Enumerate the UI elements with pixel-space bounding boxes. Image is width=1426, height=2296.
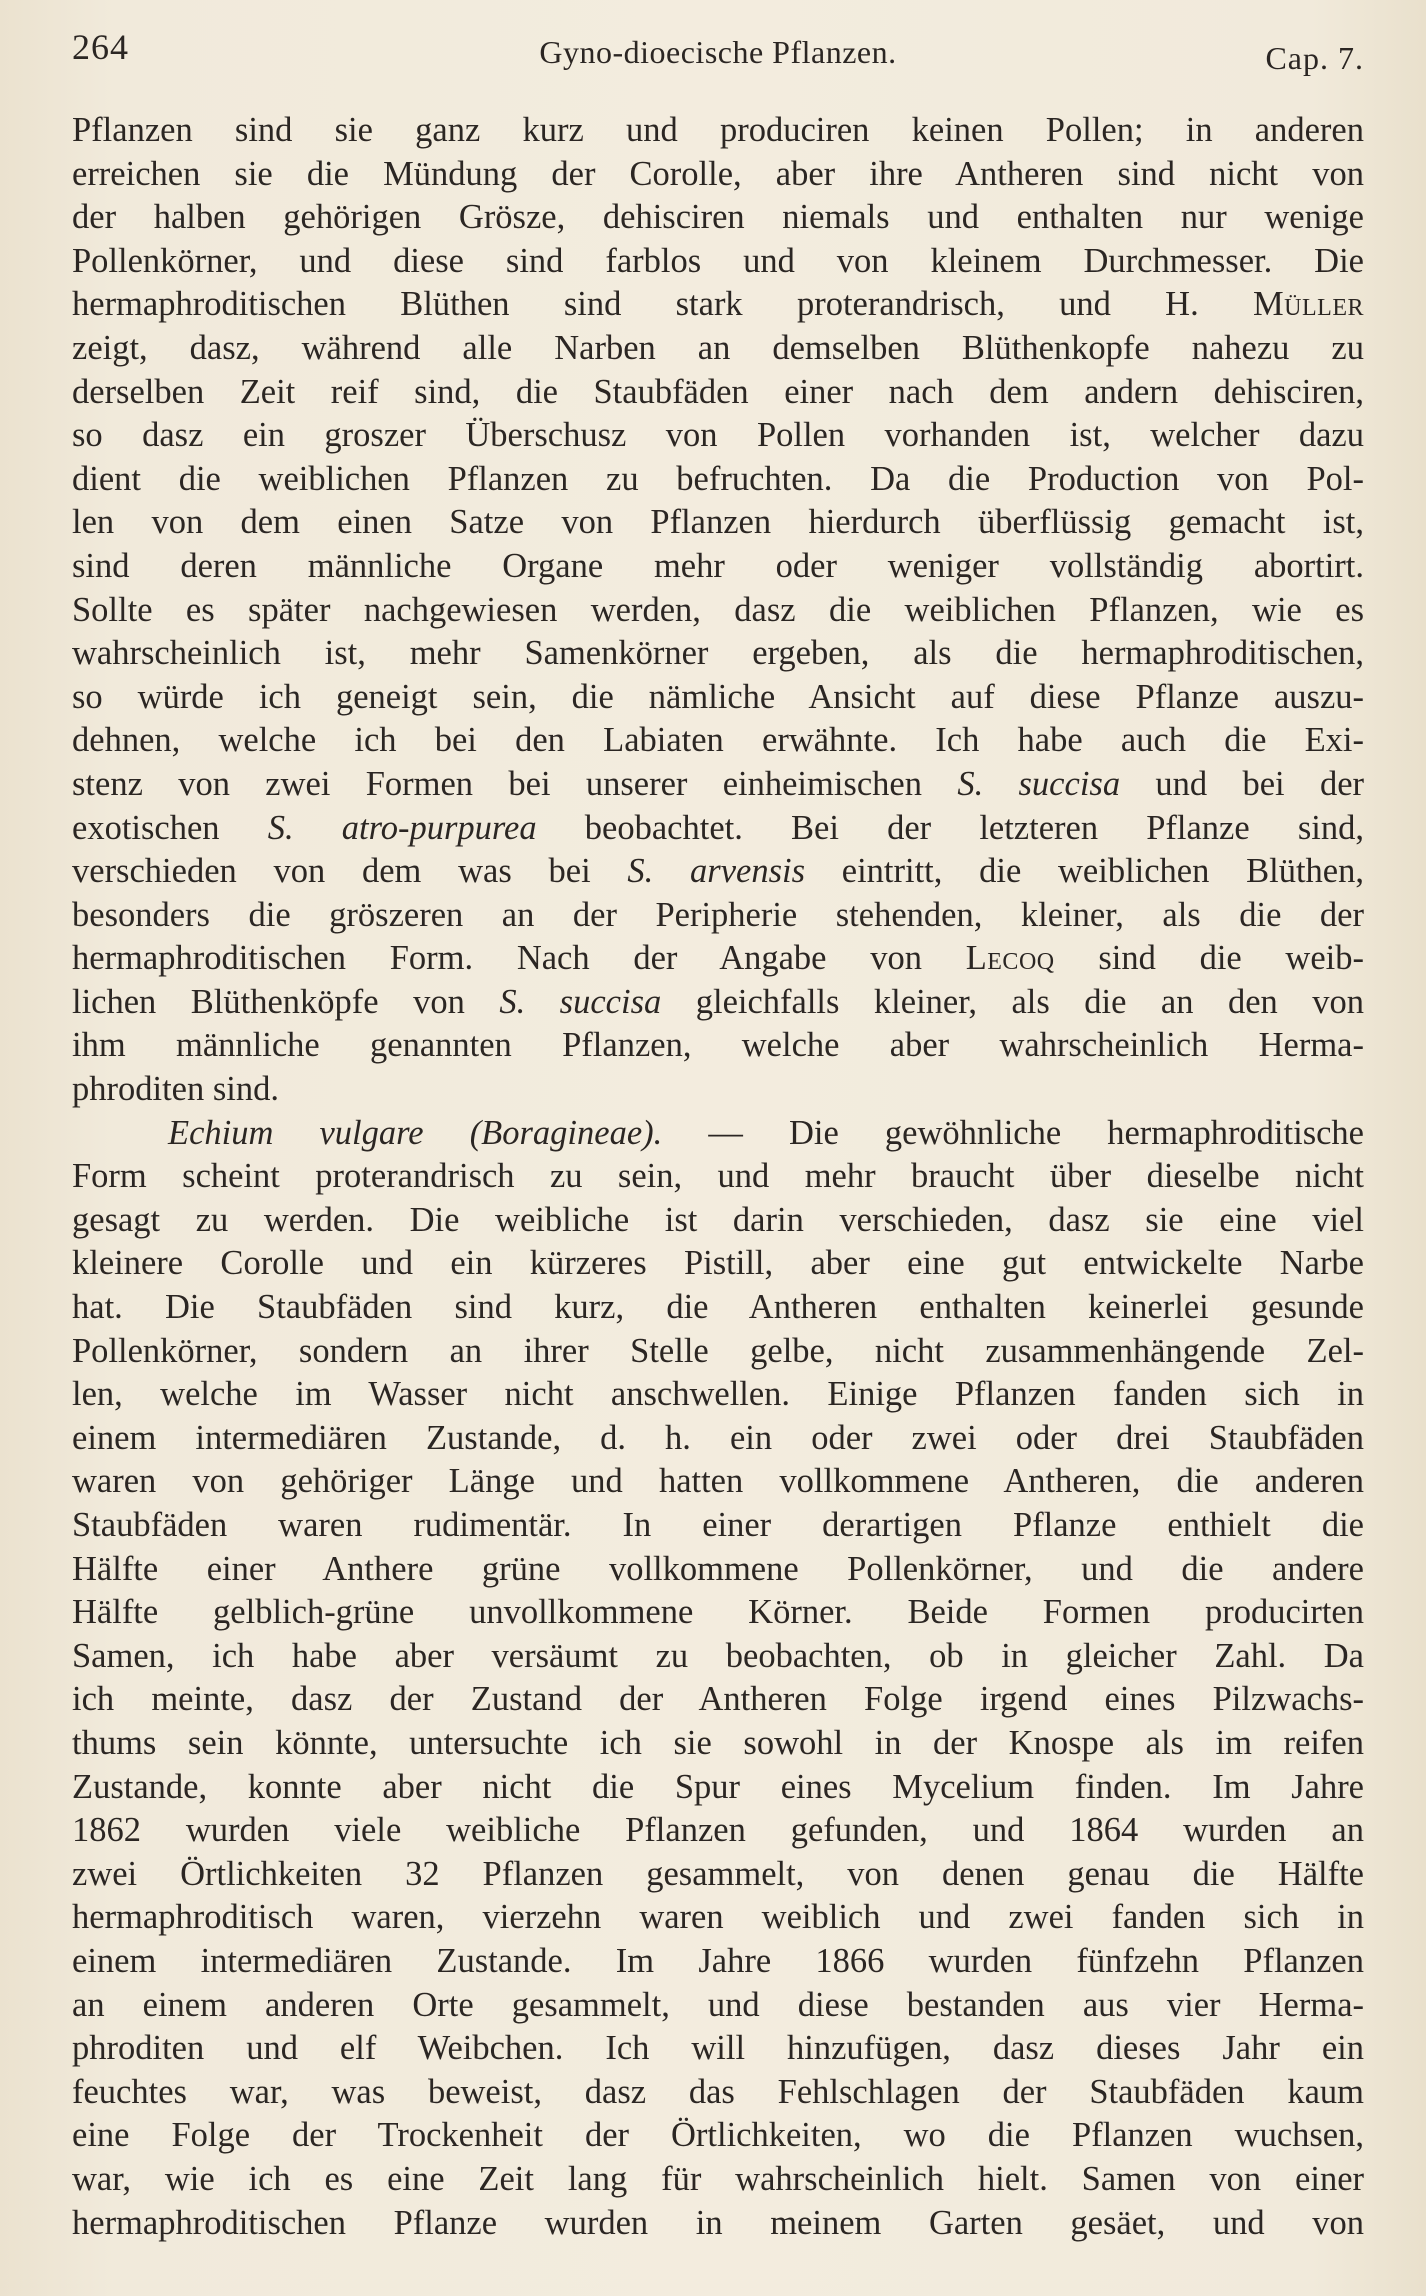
text-line [72,894,1364,938]
line-text: Pollenkörner, und diese sind farblos und von kleinem Durchmesser. Die [72,241,1364,280]
small-caps-name: Müller [1253,285,1364,324]
text-line [72,1112,1364,1156]
italic-text: S. arvensis [627,852,806,891]
line-text: ihm männliche genannten Pflanzen, welche aber wahrscheinlich Herma- [72,1026,1364,1065]
line-text: einem intermediären Zustande. Im Jahre 1866 wurden fünfzehn Pflanzen [72,1941,1364,1980]
line-text: phroditen und elf Weibchen. Ich will hinzufügen, dasz dieses Jahr ein [72,2029,1364,2068]
line-text: len von dem einen Satze von Pflanzen hierdurch überflüssig gemacht ist, [72,503,1364,542]
running-title: Gyno-dioecische Pflanzen. [539,34,897,70]
body-text [72,109,1364,2245]
line-text: sind deren männliche Organe mehr oder weniger vollständig abortirt. [72,546,1364,585]
text-line [72,2027,1364,2071]
line-text: derselben Zeit reif sind, die Staubfäden einer nach dem andern dehisciren, [72,372,1364,411]
line-text: — Die gewöhnliche hermaphroditische [662,1113,1364,1152]
line-text: dient die weiblichen Pflanzen zu befruchten. Da die Production von Pol- [72,459,1364,498]
text-line [72,1591,1364,1635]
line-text: der halben gehörigen Grösze, dehisciren niemals und enthalten nur wenige [72,198,1364,237]
text-line [72,153,1364,197]
line-text: verschieden von dem was bei [72,852,628,891]
text-line [72,1853,1364,1897]
line-text: an einem anderen Orte gesammelt, und diese bestanden aus vier Herma- [72,1985,1364,2024]
line-text: einem intermediären Zustande, d. h. ein oder zwei oder drei Staubfäden [72,1418,1364,1457]
text-line [72,1504,1364,1548]
line-text: exotischen [72,808,268,847]
text-line [72,1417,1364,1461]
text-line [72,1373,1364,1417]
italic-text: S. succisa [957,764,1121,803]
line-text: Hälfte einer Anthere grüne vollkommene Pollenkörner, und die andere [72,1549,1364,1588]
text-line [72,719,1364,763]
text-line [72,2202,1364,2246]
italic-text: Echium vulgare (Boragineae). [168,1113,663,1152]
text-line [72,763,1364,807]
text-line [72,501,1364,545]
line-text: so würde ich geneigt sein, die nämliche Ansicht auf diese Pflanze auszu- [72,677,1364,716]
text-line [72,981,1364,1025]
line-text: zeigt, dasz, während alle Narben an demselben Blüthenkopfe nahezu zu [72,328,1364,367]
text-line [72,1068,1364,1112]
text-line [72,1984,1364,2028]
line-text: hermaphroditischen Blüthen sind stark proterandrisch, und H. [72,285,1253,324]
line-text: eine Folge der Trockenheit der Örtlichkeiten, wo die Pflanzen wuchsen, [72,2116,1364,2155]
text-line [72,1242,1364,1286]
text-line [72,545,1364,589]
line-text: hermaphroditisch waren, vierzehn waren weiblich und zwei fanden sich in [72,1898,1364,1937]
text-line [72,807,1364,851]
line-text: thums sein könnte, untersuchte ich sie sowohl in der Knospe als im reifen [72,1723,1364,1762]
line-text: zwei Örtlichkeiten 32 Pflanzen gesammelt, von denen genau die Hälfte [72,1854,1364,1893]
line-text: besonders die gröszeren an der Peripherie stehenden, kleiner, als die der [72,895,1364,934]
text-line [72,1024,1364,1068]
line-text: so dasz ein groszer Überschusz von Pollen vorhanden ist, welcher dazu [72,416,1364,455]
text-line [72,327,1364,371]
text-line [72,676,1364,720]
text-line [72,1286,1364,1330]
text-line [72,371,1364,415]
line-text: 1862 wurden viele weibliche Pflanzen gefunden, und 1864 wurden an [72,1811,1364,1850]
line-text: len, welche im Wasser nicht anschwellen. Einige Pflanzen fanden sich in [72,1375,1364,1414]
line-text: Form scheint proterandrisch zu sein, und mehr braucht über dieselbe nicht [72,1157,1364,1196]
line-text: Hälfte gelblich-grüne unvollkommene Körner. Beide Formen producirten [72,1593,1364,1632]
line-text: lichen Blüthenköpfe von [72,982,500,1021]
text-line [72,240,1364,284]
line-text: Sollte es später nachgewiesen werden, dasz die weiblichen Pflanzen, wie es [72,590,1364,629]
line-text: Pflanzen sind sie ganz kurz und produciren keinen Pollen; in anderen [72,111,1364,149]
line-text: kleinere Corolle und ein kürzeres Pistill, aber eine gut entwickelte Narbe [72,1244,1364,1283]
text-line [72,1766,1364,1810]
text-line [72,850,1364,894]
page-number: 264 [72,27,129,67]
text-line [72,1460,1364,1504]
text-line [72,1896,1364,1940]
text-line [72,1330,1364,1374]
line-text: stenz von zwei Formen bei unserer einheimischen [72,764,958,803]
line-text: phroditen sind. [72,1070,279,1109]
line-text: war, wie ich es eine Zeit lang für wahrscheinlich hielt. Samen von einer [72,2159,1364,2198]
text-line [72,283,1364,327]
line-text: Staubfäden waren rudimentär. In einer derartigen Pflanze enthielt die [72,1506,1364,1544]
text-line [72,589,1364,633]
line-text: Samen, ich habe aber versäumt zu beobachten, ob in gleicher Zahl. Da [72,1636,1364,1675]
line-text: erreichen sie die Mündung der Corolle, aber ihre Antheren sind nicht von [72,154,1364,193]
text-line [72,1678,1364,1722]
line-text: sind die weib- [1054,939,1364,978]
line-text: gleichfalls kleiner, als die an den von [661,982,1364,1021]
line-text: Pollenkörner, sondern an ihrer Stelle gelbe, nicht zusammenhängende Zel- [72,1331,1364,1370]
text-line [72,632,1364,676]
italic-text: S. atro-purpurea [267,808,537,847]
text-line [72,1722,1364,1766]
text-line [72,2114,1364,2158]
line-text: waren von gehöriger Länge und hatten vollkommene Antheren, die anderen [72,1462,1364,1501]
small-caps-name: Lecoq [965,939,1055,978]
line-text: Zustande, konnte aber nicht die Spur eines Mycelium finden. Im Jahre [72,1767,1364,1806]
text-line [72,109,1364,153]
italic-text: S. succisa [499,982,662,1021]
text-line [72,1548,1364,1592]
chapter-label: Cap. 7. [1265,40,1364,76]
line-text: eintritt, die weiblichen Blüthen, [805,852,1364,891]
text-line [72,2071,1364,2115]
text-line [72,1940,1364,1984]
text-line [72,1199,1364,1243]
line-text: feuchtes war, was beweist, dasz das Fehlschlagen der Staubfäden kaum [72,2072,1364,2111]
text-line [72,196,1364,240]
text-line [72,1155,1364,1199]
text-line [72,937,1364,981]
line-text: hermaphroditischen Pflanze wurden in meinem Garten gesäet, und von [72,2203,1364,2242]
text-line [72,1809,1364,1853]
page-header [72,26,1364,86]
text-line [72,458,1364,502]
line-text: dehnen, welche ich bei den Labiaten erwähnte. Ich habe auch die Exi- [72,721,1364,760]
line-text: hermaphroditischen Form. Nach der Angabe von [72,939,966,978]
line-text: beobachtet. Bei der letzteren Pflanze sind, [536,808,1364,847]
line-text: wahrscheinlich ist, mehr Samenkörner ergeben, als die hermaphroditischen, [72,634,1364,673]
text-line [72,2158,1364,2202]
line-text: hat. Die Staubfäden sind kurz, die Antheren enthalten keinerlei gesunde [72,1288,1364,1327]
line-text: ich meinte, dasz der Zustand der Antheren Folge irgend eines Pilzwachs- [72,1680,1364,1719]
text-line [72,414,1364,458]
line-text: und bei der [1120,764,1364,803]
text-line [72,1635,1364,1679]
line-text: gesagt zu werden. Die weibliche ist darin verschieden, dasz sie eine viel [72,1200,1364,1239]
